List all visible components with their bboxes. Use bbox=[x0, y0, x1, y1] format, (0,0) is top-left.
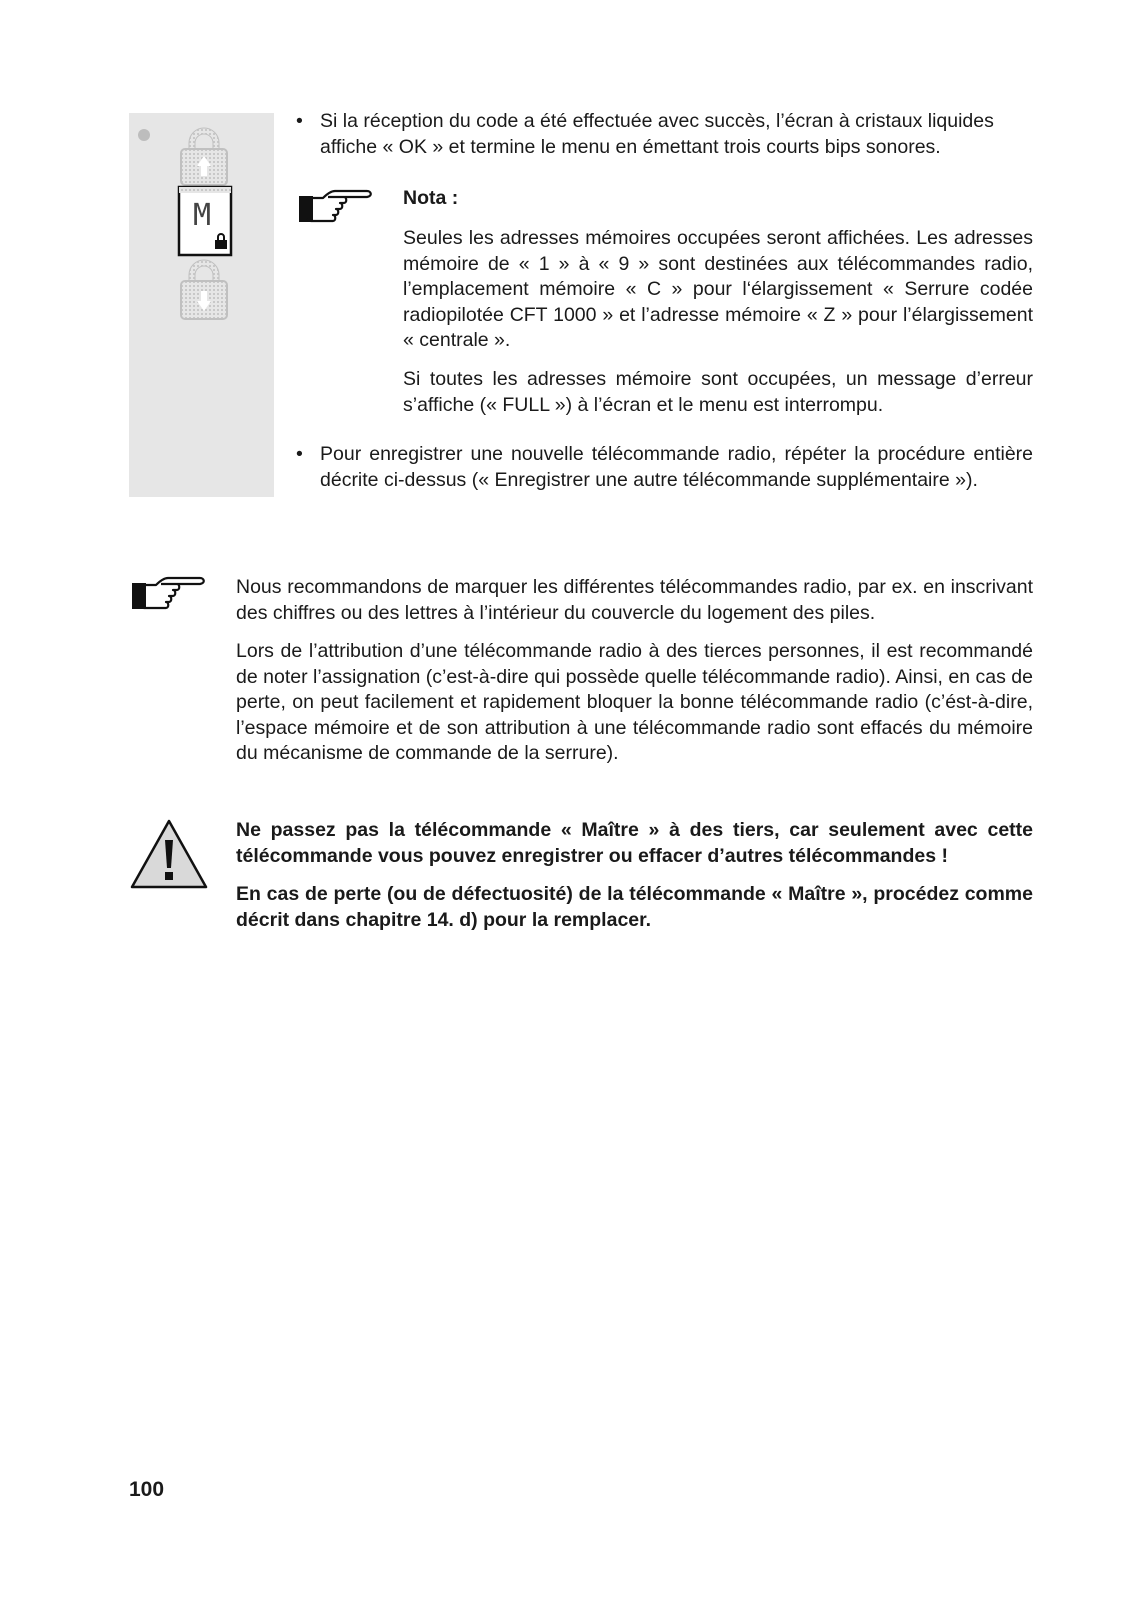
nota-paragraph: Si toutes les adresses mémoire sont occupées, un message d’erreur s’affiche (« FULL ») à l’écran et le menu est interrompu. bbox=[403, 368, 1033, 416]
padlock-up-icon bbox=[181, 128, 227, 185]
page-number: 100 bbox=[129, 1478, 165, 1501]
bullet-item bbox=[296, 442, 1033, 493]
recommendation-paragraph: Nous recommandons de marquer les différentes télécommandes radio, par ex. en inscrivant des chiffres ou des lettres à l’intérieur du couvercle du logement des piles. bbox=[236, 576, 1033, 624]
recommendation-paragraph: Lors de l’attribution d’une télécommande radio à des tierces personnes, il est recommandé de noter l’assignation (c’est-à-dire qui possède quelle télécommande radio). Ainsi, en cas de perte, on peut facilement et rapidement bloquer la bonne télécommande radio (c’ést-à-dire, l’espace mémoire et de son attribution à une télécommande radio sont effacés du mémoire du mécanisme de commande de la serrure). bbox=[236, 640, 1033, 764]
pointing-hand-icon bbox=[131, 575, 209, 620]
warning-paragraph: Ne passez pas la télécommande « Maître » à des tiers, car seulement avec cette télécommande vous pouvez enregistrer ou effacer d’autres télécommandes ! bbox=[236, 819, 1033, 867]
nota-title: Nota : bbox=[403, 187, 459, 209]
warning-triangle-icon bbox=[129, 818, 209, 895]
nota-paragraph: Seules les adresses mémoires occupées seront affichées. Les adresses mémoire de « 1 » à « 9 » sont destinées aux télécommandes radio, l’emplacement mémoire « C » pour l‘élargissement « Serrure codée radiopilotée CFT 1000 » et l’adresse mémoire « Z » pour l’élargissement « centrale ». bbox=[403, 227, 1033, 351]
selected-menu-item bbox=[179, 187, 231, 255]
pointing-hand-icon bbox=[298, 188, 376, 233]
padlock-down-icon bbox=[181, 260, 227, 319]
bullet-text: Pour enregistrer une nouvelle télécommande radio, répéter la procédure entière décrite ci-dessus (« Enregistrer une autre télécommande supplémentaire »). bbox=[320, 443, 1033, 491]
bullet-text: Si la réception du code a été effectuée avec succès, l’écran à cristaux liquides affiche « OK » et termine le menu en émettant trois courts bips sonores. bbox=[320, 110, 994, 158]
warning-paragraph: En cas de perte (ou de défectuosité) de la télécommande « Maître », procédez comme décrit dans chapitre 14. d) pour la remplacer. bbox=[236, 883, 1033, 931]
lcd-glyph: M bbox=[193, 198, 212, 233]
bullet-marker: • bbox=[296, 110, 303, 132]
bullet-item bbox=[296, 109, 1033, 160]
bullet-marker: • bbox=[296, 443, 303, 465]
lcd-menu-illustration bbox=[129, 113, 274, 333]
indicator-dot-icon bbox=[138, 129, 150, 141]
lcd-display-graphic bbox=[129, 113, 274, 333]
